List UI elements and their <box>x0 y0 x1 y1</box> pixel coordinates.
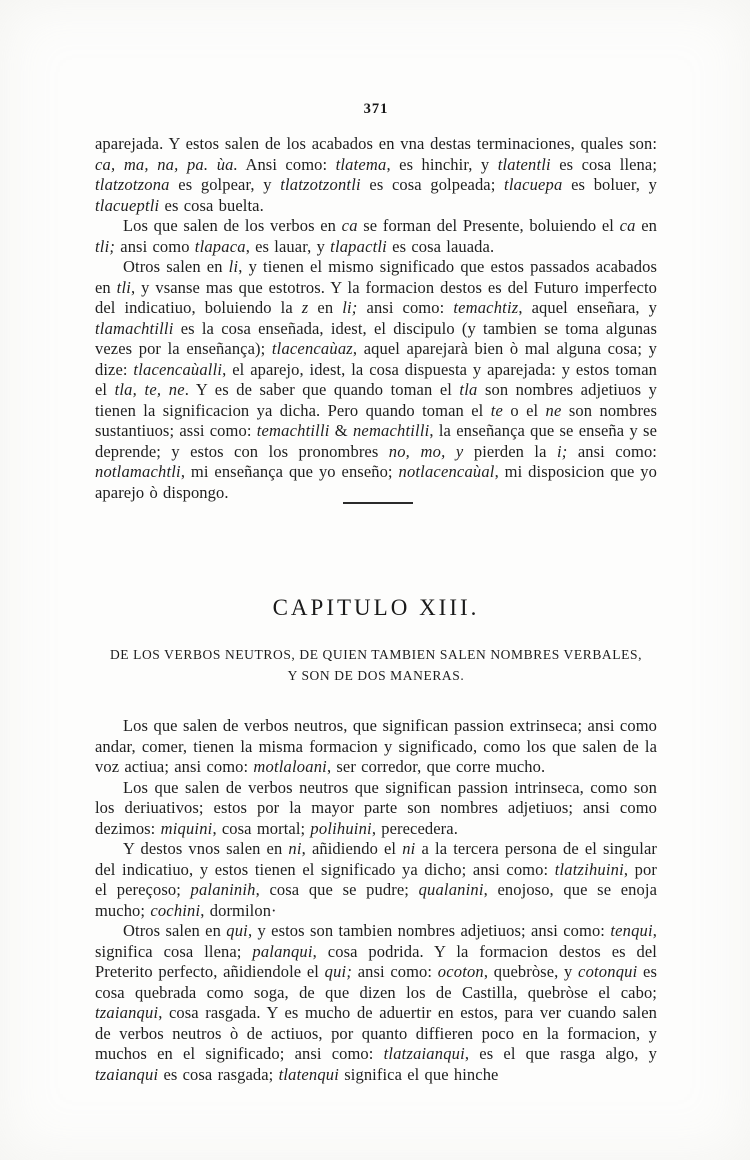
body-text-block <box>95 716 657 1085</box>
section-divider-rule <box>343 502 413 504</box>
paragraph: Los que salen de verbos neutros que significan passion intrinseca, como son los deriuativos; estos por la mayor parte son nombres adjetiuos; ansi como dezimos: miquini, cosa mortal; polihuini, perecedera. <box>95 777 657 838</box>
chapter-title: CAPITULO XIII. <box>272 595 480 620</box>
paragraph: Y destos vnos salen en ni, añidiendo el ni a la tercera persona de el singular del indicatiuo, y estos tienen el significado ya dicho; ansi como: tlatzihuini, por el pereçoso; palaninih, cosa que se pudre; qualanini, enojoso, que se enoja mucho; cochini, dormilon· <box>95 839 657 920</box>
paragraph: Los que salen de verbos neutros, que significan passion extrinseca; ansi como andar, comer, tienen la misma formacion y significado, como los que salen de la voz actiua; ansi como: motlaloani, ser corredor, que corre mucho. <box>95 716 657 776</box>
paragraph: Los que salen de los verbos en ca se forman del Presente, boluiendo el ca en tli; ansi como tlapaca, es lauar, y tlapactli es cosa lauada. <box>95 216 658 256</box>
page-number: 371 <box>363 101 389 117</box>
top-text-block <box>95 134 657 503</box>
chapter-subtitle <box>85 644 667 686</box>
paragraph: Otros salen en qui, y estos son tambien nombres adjetiuos; ansi como: tenqui, significa cosa llena; palanqui, cosa podrida. Y la formacion destos es del Preterito perfecto, añidiendole el qui; ansi como: ocoton, quebròse, y cotonqui es cosa quebrada como soga, de que dizen los de Castilla, quebròse el cabo; tzaianqui, cosa rasgada. Y es mucho de aduertir en estos, para ver cuando salen de verbos neutros ò de actiuos, por quanto diffieren poco en la formacion, y muchos en el significado; ansi como: tlatzaianqui, es el que rasga algo, y tzaianqui es cosa rasgada; tlatenqui significa el que hinche <box>95 921 658 1084</box>
paragraph: aparejada. Y estos salen de los acabados en vna destas terminaciones, quales son: ca, ma, na, pa. ùa. Ansi como: tlatema, es hinchir, y tlatentli es cosa llena; tlatzotzona es golpear, y tlatzotzontli es cosa golpeada; tlacuepa es boluer, y tlacueptli es cosa buelta. <box>95 134 658 215</box>
paragraph: Otros salen en li, y tienen el mismo significado que estos passados acabados en tli, y vsanse mas que estotros. Y la formacion destos es del Futuro imperfecto del indicatiuo, boluiendo la z en li; ansi como: temachtiz, aquel enseñara, y tlamachtilli es la cosa enseñada, idest, el discipulo (y tambien se toma algunas vezes por la enseñança); tlacencaùaz, aquel aparejarà bien ò mal alguna cosa; y dize: tlacencaùalli, el aparejo, idest, la cosa dispuesta y aparejada: y estos toman el tla, te, ne. Y es de saber que quando toman el tla son nombres adjetiuos y tienen la significacion ya dicha. Pero quando toman el te o el ne son nombres sustantiuos; assi como: temachtilli & nemachtilli, la enseñança que se enseña y se deprende; y estos con los pronombres no, mo, y pierden la i; ansi como: notlamachtli, mi enseñança que yo enseño; notlacencaùal, mi disposicion que yo aparejo ò dispongo. <box>95 257 658 502</box>
chapter-subtitle-line2: Y SON DE DOS MANERAS. <box>287 668 465 683</box>
chapter-subtitle-line1: DE LOS VERBOS NEUTROS, DE QUIEN TAMBIEN SALEN NOMBRES VERBALES, <box>109 647 643 662</box>
